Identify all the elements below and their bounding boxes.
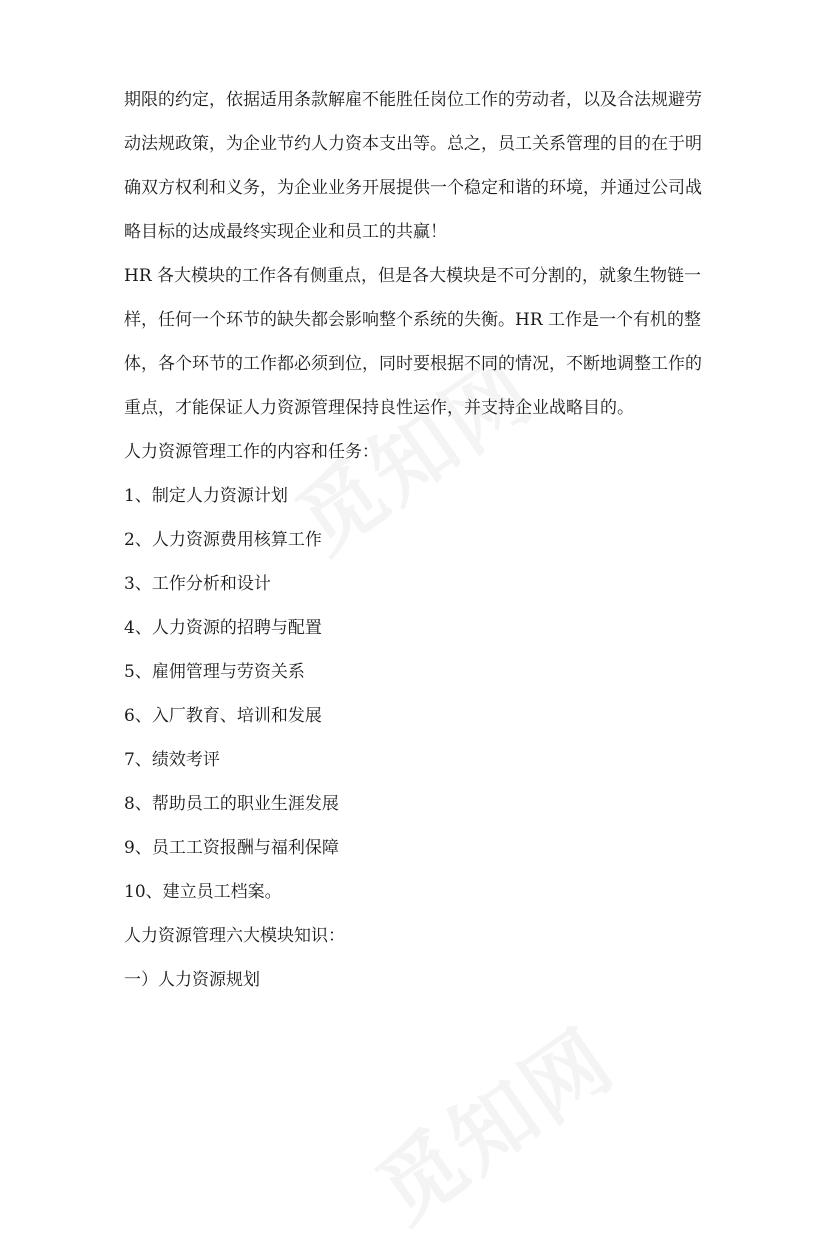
text-line: 期限的约定，依据适用条款解雇不能胜任岗位工作的劳动者，以及合法规避劳 [124, 90, 702, 110]
document-body [124, 78, 708, 1002]
list-item: 2、人力资源费用核算工作 [124, 530, 322, 550]
list-item: 1、制定人力资源计划 [124, 486, 288, 506]
list-item: 3、工作分析和设计 [124, 574, 271, 594]
text-line: 确双方权利和义务，为企业业务开展提供一个稳定和谐的环境，并通过公司战 [124, 178, 702, 198]
list-item: 7、绩效考评 [124, 750, 220, 770]
watermark [349, 995, 635, 1246]
list-item: 8、帮助员工的职业生涯发展 [124, 794, 339, 814]
text-line: 体，各个环节的工作都必须到位，同时要根据不同的情况，不断地调整工作的 [124, 354, 702, 374]
text-line: HR 各大模块的工作各有侧重点，但是各大模块是不可分割的，就象生物链一 [124, 266, 702, 286]
text-line: 重点，才能保证人力资源管理保持良性运作，并支持企业战略目的。 [124, 398, 634, 418]
text-line: 动法规政策，为企业节约人力资本支出等。总之，员工关系管理的目的在于明 [124, 134, 702, 154]
text-line: 略目标的达成最终实现企业和员工的共赢！ [124, 222, 447, 242]
list-item: 4、人力资源的招聘与配置 [124, 618, 322, 638]
tasks-list [124, 474, 708, 914]
module-heading-hr-planning: 一）人力资源规划 [124, 970, 260, 990]
list-item: 5、雇佣管理与劳资关系 [124, 662, 305, 682]
modules-heading: 人力资源管理六大模块知识： [124, 926, 345, 946]
tasks-heading: 人力资源管理工作的内容和任务： [124, 442, 379, 462]
paragraph-hr-modules [124, 254, 708, 430]
list-item: 6、入厂教育、培训和发展 [124, 706, 322, 726]
paragraph-employee-relations [124, 78, 708, 254]
text-line: 样，任何一个环节的缺失都会影响整个系统的失衡。HR 工作是一个有机的整 [124, 310, 702, 330]
list-item: 10、建立员工档案。 [124, 882, 282, 902]
list-item: 9、员工工资报酬与福利保障 [124, 838, 339, 858]
